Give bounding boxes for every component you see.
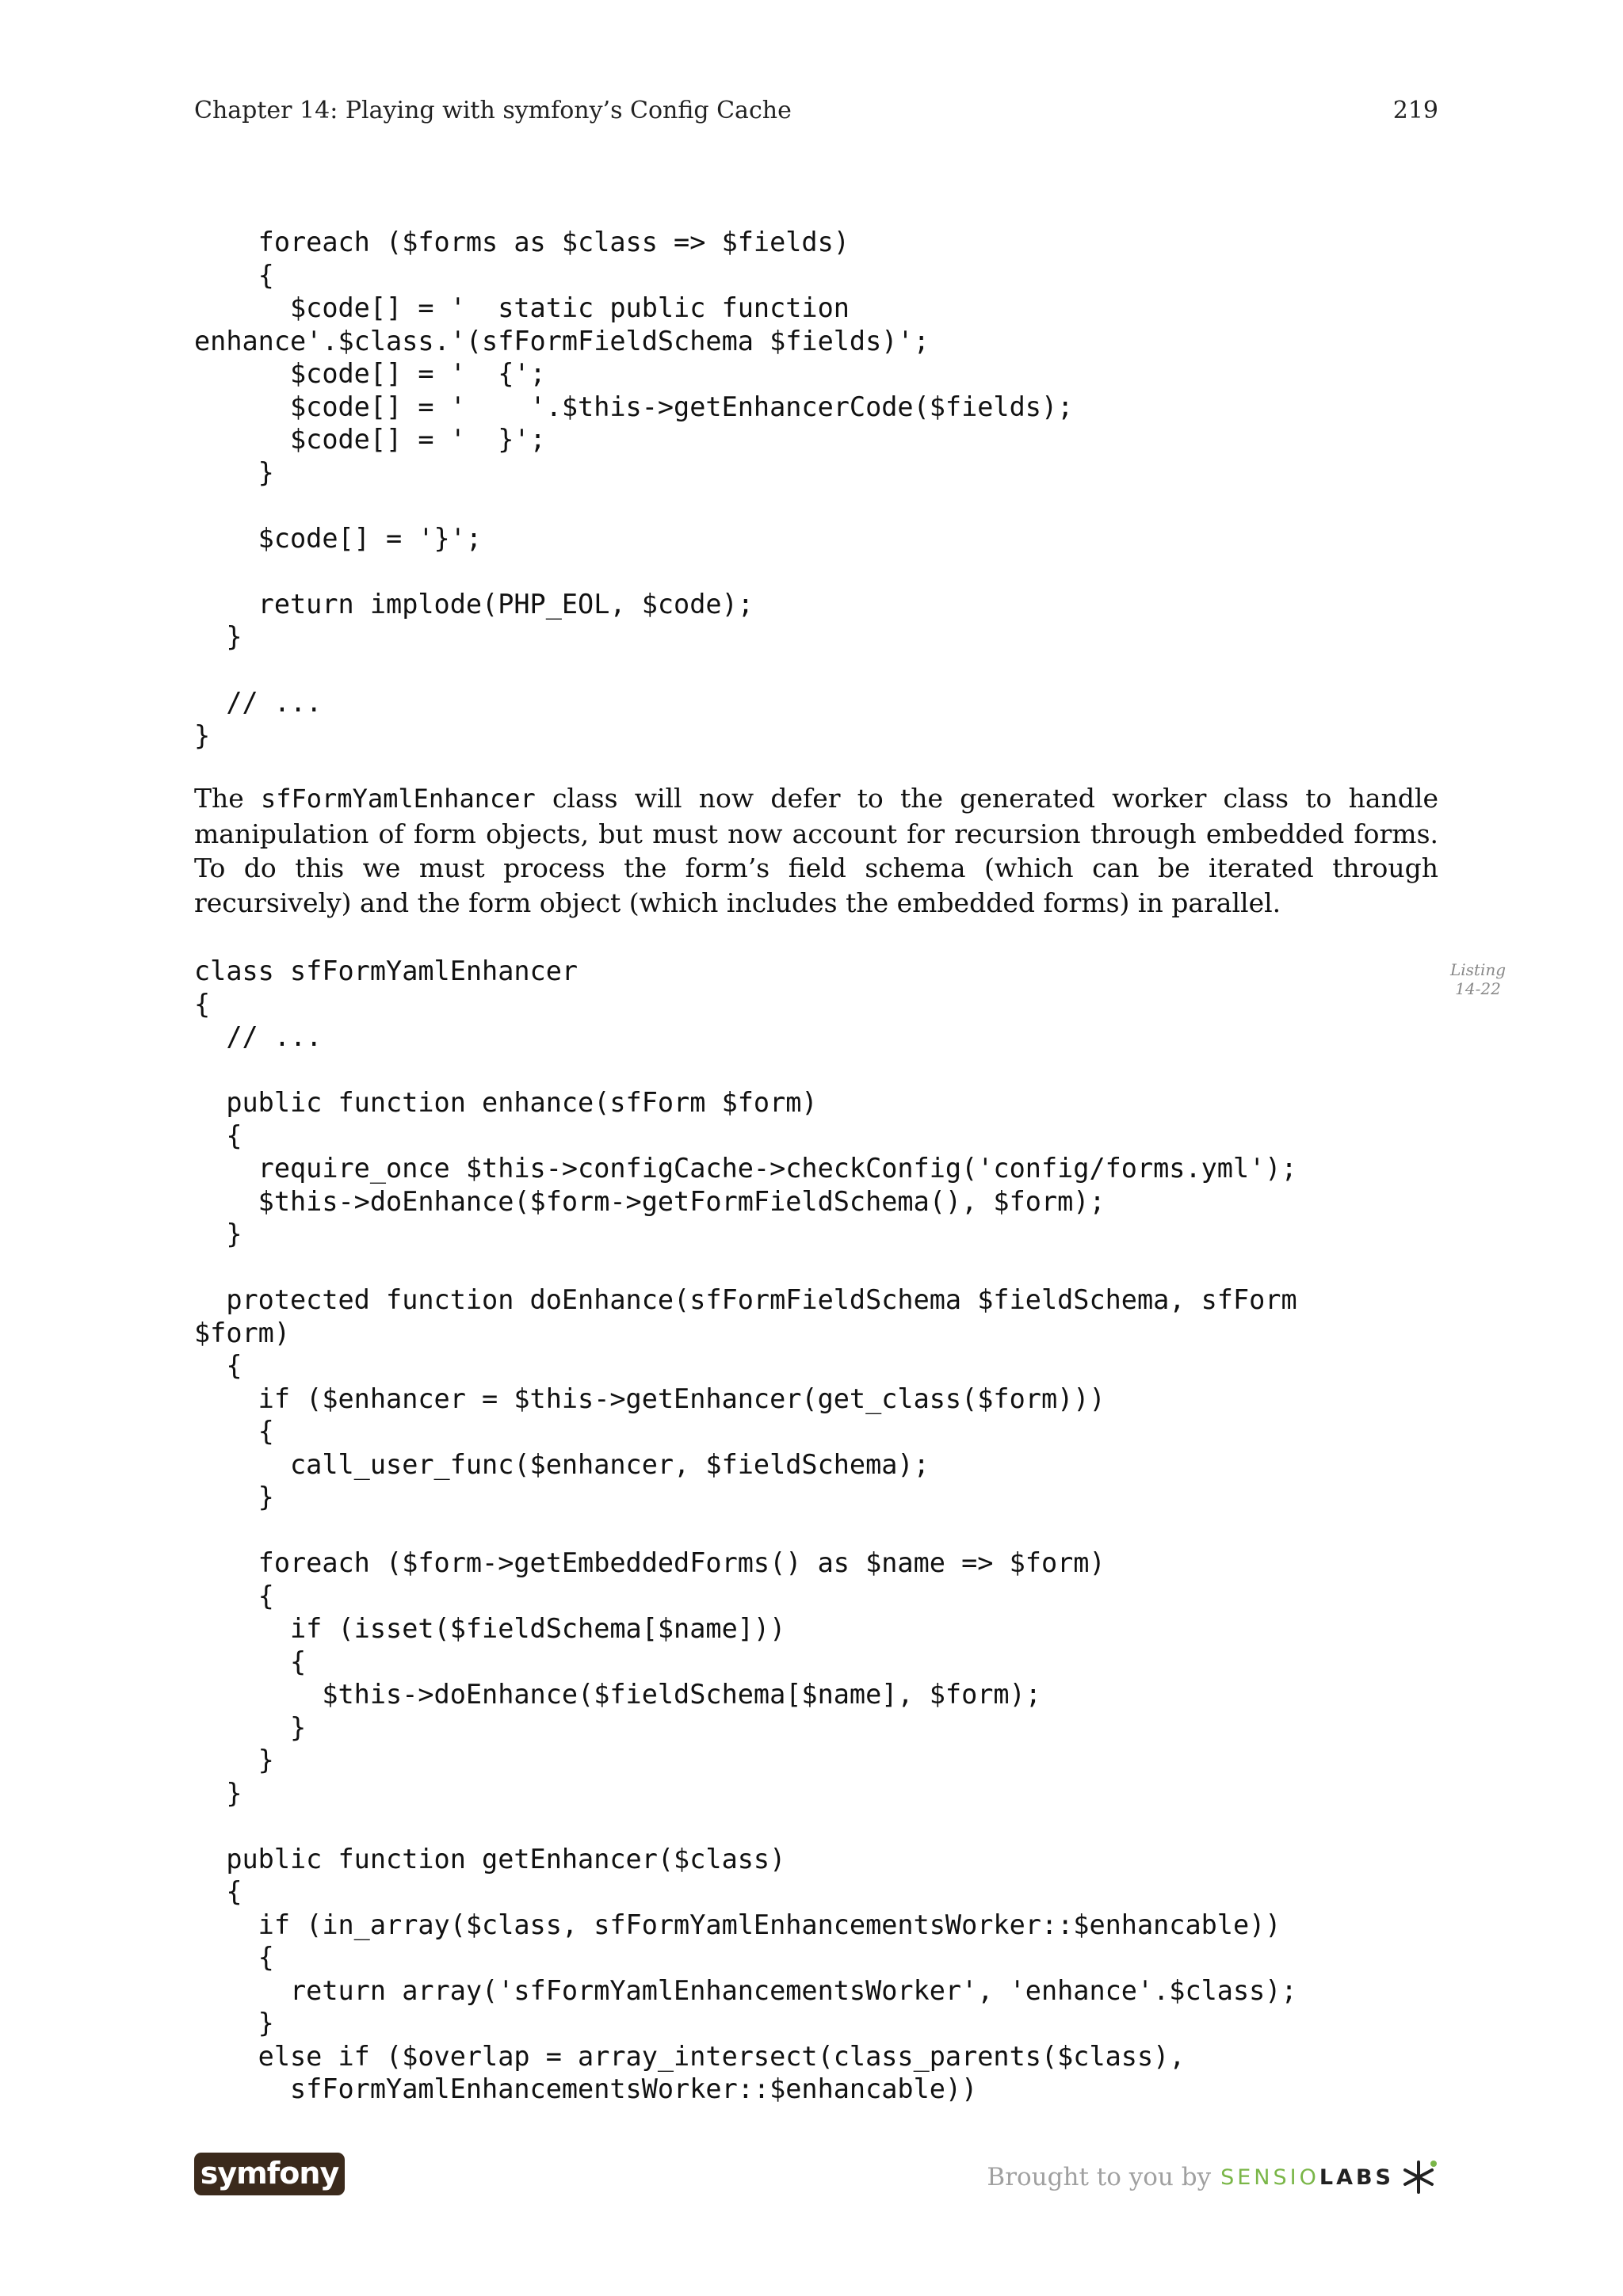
code-block-listing: class sfFormYamlEnhancer { // ... public function enhance(sfForm $form) { require_once $this->configCache->checkConfig('config/forms.yml'); $this->doEnhance($form->getFormFieldSchema(), $form); } protected function doEnhance(sfFormFieldSchema $fieldSchema, sfForm $form) { if ($enhancer = $this->getEnhancer(get_class($form))) { call_user_func($enhancer, $fieldSchema); } foreach ($form->getEmbeddedForms() as $name => $form) { if (isset($fieldSchema[$name])) { $this->doEnhance($fieldSchema[$name], $form); } } } public function getEnhancer($class) { if (in_array($class, sfFormYamlEnhancementsWorker::$enhancable)) { return array('sfFormYamlEnhancementsWorker', 'enhance'.$class); } else if ($overlap = array_intersect(class_parents($class), sfFormYamlEnhancementsWorker::$enhancable)) [194,955,1297,2104]
sensiolabs-asterisk-icon [1402,2159,1438,2195]
listing-label [1442,960,1514,998]
code-block-top: foreach ($forms as $class => $fields) { $code[] = ' static public function enhance'.$class.'(sfFormFieldSchema $fields)'; $code[] = ' {'; $code[] = ' '.$this->getEnhancerCode($fields); $code[] = ' }'; } $code[] = '}'; return implode(PHP_EOL, $code); } // ... } [194,227,1074,751]
inline-class-name: sfFormYamlEnhancer [260,784,536,814]
paragraph-text-end: class will now defer to the generated worker class to handle manipulation of form objects, but must now account for recursion through embedded forms. To do this we must process the form’s field schema (which can be iterated through recursively) and the form object (which includes the embedded forms) in parallel. [194,783,1438,918]
labs-text: LABS [1319,2164,1394,2190]
chapter-title: Chapter 14: Playing with symfony’s Config Cache [194,97,792,124]
body-paragraph [194,781,1438,920]
symfony-logo: symfony [194,2153,345,2195]
sensio-text: SENSIO [1220,2164,1319,2190]
sponsor-credit [987,2159,1438,2195]
listing-number: 14-22 [1455,979,1501,998]
listing-word: Listing [1449,960,1507,979]
brought-to-you-text: Brought to you by [987,2163,1212,2191]
page-number: 219 [1392,97,1438,124]
paragraph-text-start: The [194,783,261,814]
